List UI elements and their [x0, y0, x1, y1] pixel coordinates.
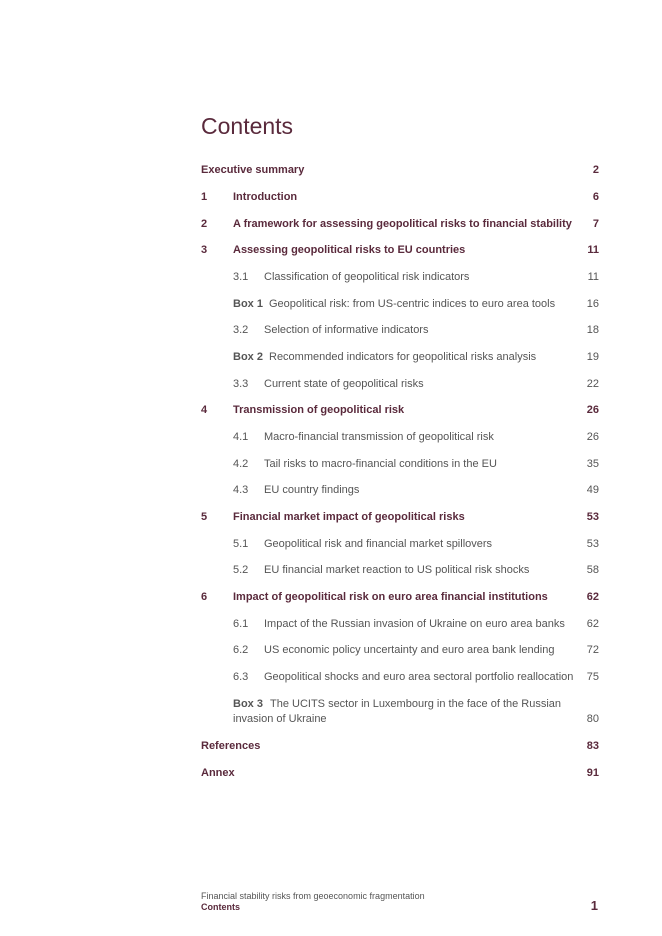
- toc-entry-page: 49: [586, 484, 599, 496]
- toc-entry-number: 4.1: [233, 431, 249, 443]
- toc-entry-title: Geopolitical risk: from US-centric indices to euro area tools: [269, 298, 556, 310]
- toc-entry-title: A framework for assessing geopolitical risks to financial stability: [233, 218, 572, 230]
- toc-box-label: Box 3: [233, 698, 263, 710]
- toc-entry-number: 3: [201, 244, 208, 256]
- toc-entry-title: EU country findings: [264, 484, 360, 496]
- toc-entry-page: 75: [586, 671, 599, 683]
- toc-entry-title: Selection of informative indicators: [264, 324, 429, 336]
- toc-entry-title: References: [201, 740, 261, 752]
- toc-entry-number: 2: [201, 218, 208, 230]
- toc-entry-number: 4.2: [233, 458, 249, 470]
- toc-entry-title: Classification of geopolitical risk indicators: [264, 271, 470, 283]
- toc-entry-page: 11: [587, 244, 599, 256]
- toc-entry-number: 6.1: [233, 618, 249, 630]
- toc-entry-number: 6.2: [233, 644, 249, 656]
- toc-entry-page: 53: [586, 511, 599, 523]
- toc-entry-title: Macro-financial transmission of geopolitical risk: [264, 431, 494, 443]
- toc-entry-title: EU financial market reaction to US political risk shocks: [264, 564, 530, 576]
- toc-entry-title: Introduction: [233, 191, 298, 203]
- toc-entry-box-3[interactable]: [201, 697, 599, 727]
- toc-entry-page: 26: [586, 404, 599, 416]
- toc-entry-number: 4: [201, 404, 208, 416]
- toc-entry-number: 4.3: [233, 484, 249, 496]
- toc-entry-title: Financial market impact of geopolitical risks: [233, 511, 465, 523]
- toc-entry-title: US economic policy uncertainty and euro area bank lending: [264, 644, 555, 656]
- toc-entry-number: 3.1: [233, 271, 249, 283]
- toc-entry-page: 16: [586, 298, 599, 310]
- footer-section-name: Contents: [201, 902, 240, 912]
- footer-page-number: 1: [590, 898, 598, 913]
- toc-entry-title: Tail risks to macro-financial conditions in the EU: [264, 458, 497, 470]
- toc-entry-title: Current state of geopolitical risks: [264, 378, 424, 390]
- toc-box-label: Box 2: [233, 351, 263, 363]
- toc-entry-title: The UCITS sector in Luxembourg in the face of the Russian invasion of Ukraine: [233, 698, 562, 725]
- toc-entry-title: Executive summary: [201, 164, 305, 176]
- toc-entry-page: 26: [586, 431, 599, 443]
- toc-entry-page: 22: [586, 378, 599, 390]
- toc-entry-page: 80: [586, 713, 599, 725]
- toc-entry-title: Geopolitical shocks and euro area sectoral portfolio reallocation: [264, 671, 574, 683]
- toc-entry-title: Recommended indicators for geopolitical risks analysis: [269, 351, 537, 363]
- toc-entry-title: Transmission of geopolitical risk: [233, 404, 405, 416]
- toc-entry-number: 6: [201, 591, 208, 603]
- toc-entry-page: 62: [586, 591, 599, 603]
- toc-box-label: Box 1: [233, 298, 263, 310]
- toc-entry-page: 11: [587, 271, 599, 283]
- toc-entry-page: 53: [586, 538, 599, 550]
- toc-entry-number: 3.3: [233, 378, 249, 390]
- toc-entry-title: Annex: [201, 767, 235, 779]
- toc-entry-page: 72: [586, 644, 599, 656]
- toc-entry-page: 2: [592, 164, 599, 176]
- toc-entry-number: 5: [201, 511, 208, 523]
- toc-entry-number: 3.2: [233, 324, 249, 336]
- toc-entry-page: 58: [586, 564, 599, 576]
- toc-entry-page: 18: [586, 324, 599, 336]
- toc-entry-page: 6: [592, 191, 599, 203]
- toc-entry-number: 6.3: [233, 671, 249, 683]
- toc-entry-title: Impact of geopolitical risk on euro area financial institutions: [233, 591, 548, 603]
- page-title: Contents: [201, 113, 294, 139]
- toc-entry-page: 83: [586, 740, 599, 752]
- footer-document-title: Financial stability risks from geoeconomic fragmentation: [201, 891, 425, 901]
- toc-entry-number: 5.1: [233, 538, 249, 550]
- toc-entry-page: 19: [586, 351, 599, 363]
- toc-entry-number: 1: [201, 191, 208, 203]
- toc-entry-page: 7: [592, 218, 599, 230]
- toc-entry-title: Assessing geopolitical risks to EU countries: [233, 244, 466, 256]
- toc-entry-title: Geopolitical risk and financial market spillovers: [264, 538, 493, 550]
- toc-entry-page: 35: [586, 458, 599, 470]
- toc-entry-page: 91: [586, 767, 599, 779]
- toc-entry-title: Impact of the Russian invasion of Ukraine on euro area banks: [264, 618, 565, 630]
- toc-entry-number: 5.2: [233, 564, 249, 576]
- toc-entry-page: 62: [586, 618, 599, 630]
